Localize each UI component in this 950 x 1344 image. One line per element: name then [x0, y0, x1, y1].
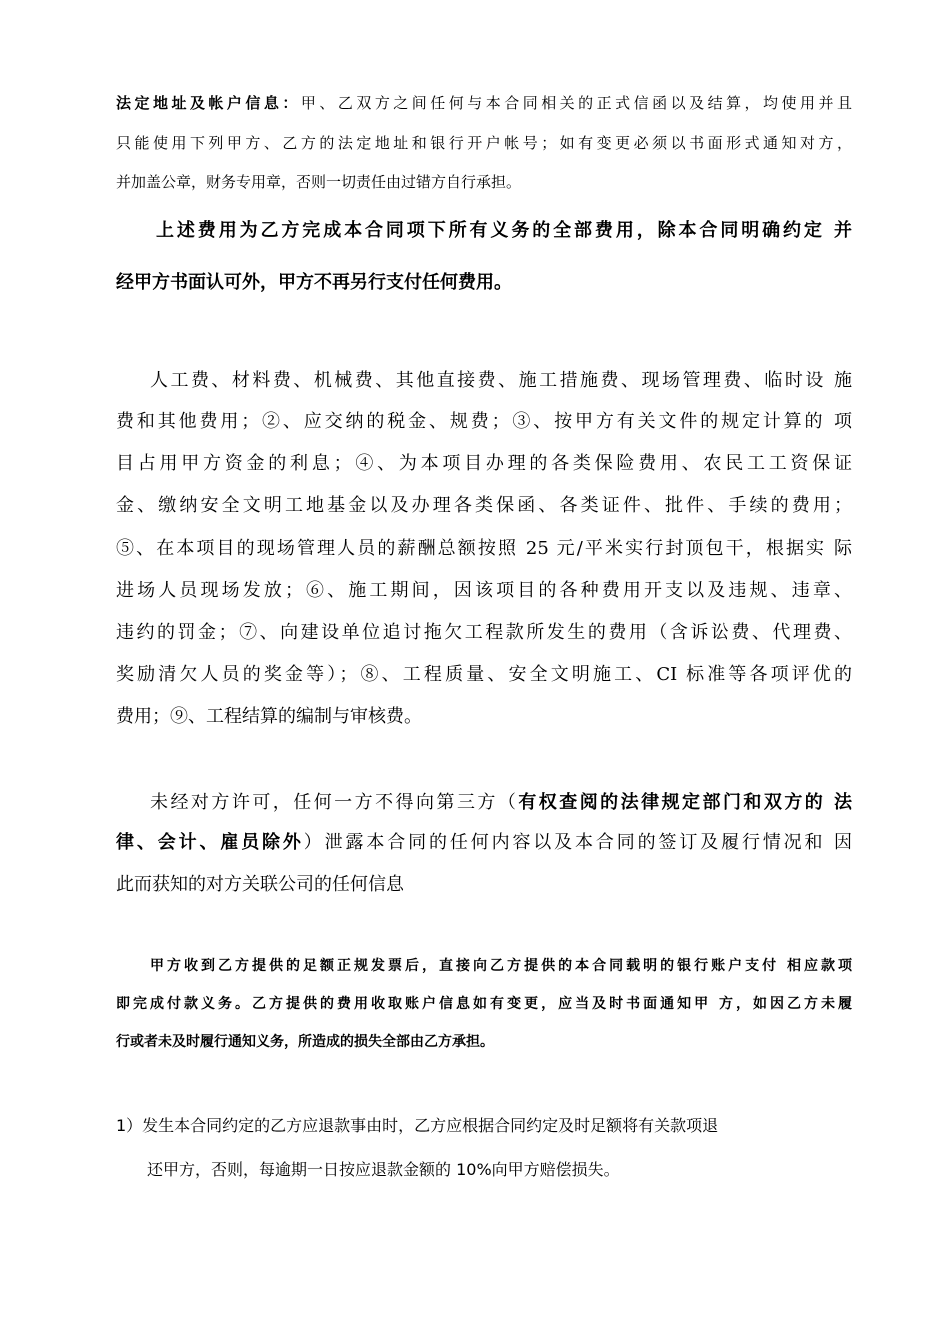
fee-items-line-4: 金、缴纳安全文明工地基金以及办理各类保函、各类证件、批件、手续的费用； [116, 495, 852, 516]
refund-line-1: 1）发生本合同约定的乙方应退款事由时，乙方应根据合同约定及时足额将有关款项退 [116, 1116, 719, 1135]
confidentiality-text-2: ）泄露本合同的任何内容以及本合同的签订及履行情况和 因 [303, 832, 852, 853]
confidentiality-exception-1: 有权查阅的法律规定部门和双方的 法 [518, 792, 852, 813]
fee-items-line-7: 违约的罚金；⑦、向建设单位追讨拖欠工程款所发生的费用（含诉讼费、代理费、 [116, 622, 852, 643]
total-fee-line-1: 上述费用为乙方完成本合同项下所有义务的全部费用，除本合同明确约定 并 [156, 220, 852, 241]
address-account-line-3: 并加盖公章，财务专用章，否则一切责任由过错方自行承担。 [116, 173, 522, 191]
fee-items-line-1: 人工费、材料费、机械费、其他直接费、施工措施费、现场管理费、临时设 施 [150, 370, 852, 391]
confidentiality-line-3: 此而获知的对方关联公司的任何信息 [116, 874, 404, 895]
address-account-text-1: 甲、乙双方之间任何与本合同相关的正式信函以及结算，均使用并且 [300, 94, 852, 112]
confidentiality-text-1: 未经对方许可，任何一方不得向第三方（ [150, 792, 519, 813]
fee-items-line-2: 费和其他费用；②、应交纳的税金、规费；③、按甲方有关文件的规定计算的 项 [116, 411, 852, 432]
address-account-heading: 法定地址及帐户信息： [116, 94, 301, 112]
fee-items-line-8: 奖励清欠人员的奖金等）；⑧、工程质量、安全文明施工、CI 标准等各项评优的 [116, 664, 852, 685]
payment-line-1: 甲方收到乙方提供的足额正规发票后，直接向乙方提供的本合同载明的银行账户支付 相应款项 [150, 958, 852, 974]
fee-items-line-5: ⑤、在本项目的现场管理人员的薪酬总额按照 25 元/平米实行封顶包干，根据实 际 [116, 538, 852, 559]
payment-line-3: 行或者未及时履行通知义务，所造成的损失全部由乙方承担。 [116, 1034, 494, 1050]
address-account-line-2: 只能使用下列甲方、乙方的法定地址和银行开户帐号；如有变更必须以书面形式通知对方， [116, 134, 852, 152]
confidentiality-exception-2: 律、会计、雇员除外 [116, 832, 304, 853]
payment-line-2: 即完成付款义务。乙方提供的费用收取账户信息如有变更，应当及时书面通知甲 方，如因乙方未履 [116, 996, 852, 1012]
confidentiality-line-2 [116, 830, 852, 856]
confidentiality-line-1 [150, 790, 852, 816]
refund-line-2: 还甲方，否则，每逾期一日按应退款金额的 10%向甲方赔偿损失。 [147, 1160, 620, 1179]
fee-items-line-6: 进场人员现场发放；⑥、施工期间，因该项目的各种费用开支以及违规、违章、 [116, 580, 852, 601]
fee-items-line-3: 目占用甲方资金的利息；④、为本项目办理的各类保险费用、农民工工资保证 [116, 453, 852, 474]
fee-items-line-9: 费用；⑨、工程结算的编制与审核费。 [116, 706, 422, 727]
address-account-line-1 [116, 92, 852, 114]
total-fee-line-2: 经甲方书面认可外，甲方不再另行支付任何费用。 [116, 272, 512, 293]
